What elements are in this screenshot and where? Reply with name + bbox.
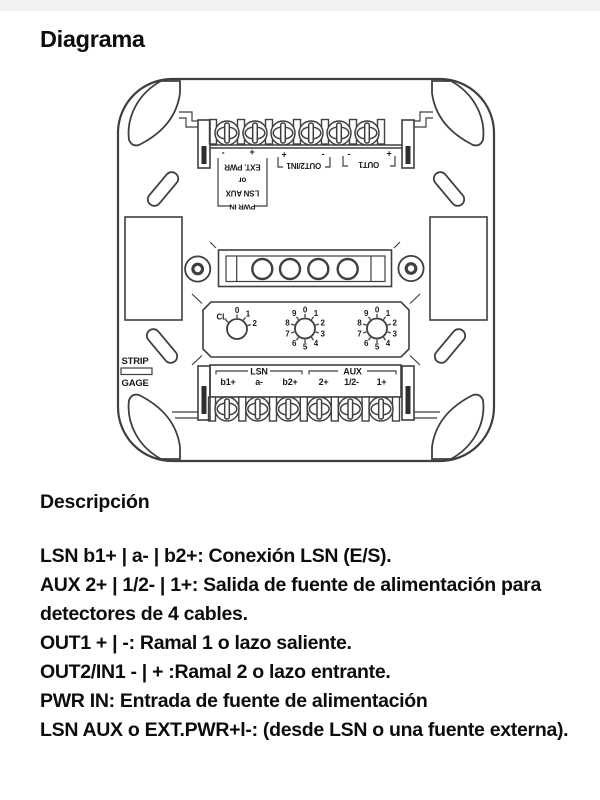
rotary-switch [285, 306, 325, 352]
led-window [185, 242, 424, 287]
gage-label: GAGE [121, 378, 149, 389]
rotary-digit: 3 [392, 329, 397, 339]
screw-terminal [338, 397, 362, 421]
corner-piece-top-right [432, 81, 483, 145]
screw-terminal [327, 121, 351, 145]
rotary-switch-panel [192, 294, 420, 365]
rotary-digit: 9 [364, 309, 369, 319]
strip-label: STRIP [121, 356, 149, 367]
terminal-b1plus: b1+ [220, 377, 236, 387]
rotary-digit: 9 [292, 309, 297, 319]
description-line: LSN b1+ | a- | b2+: Conexión LSN (E/S). [40, 545, 392, 567]
terminal-b2plus: b2+ [282, 377, 298, 387]
label-lsn-aux: LSN AUX [225, 188, 260, 198]
page-title: Diagrama [40, 26, 145, 52]
sign-minus: - [221, 147, 225, 158]
rotary-digit: 7 [357, 329, 362, 339]
screw-terminal [276, 397, 300, 421]
rotary-digit: 0 [302, 305, 308, 315]
label-ext-pwr: EXT. PWR [224, 162, 261, 172]
screw-terminal [369, 397, 393, 421]
mounting-screw-right [398, 256, 423, 281]
rotary-digit: 7 [285, 329, 290, 339]
label-out2-in1: OUT2/IN1 [286, 161, 322, 170]
led-indicator [338, 259, 358, 279]
rotary-digit: 8 [357, 318, 362, 328]
label-aux-group: AUX [343, 366, 362, 377]
label-pwr-in: PWR IN [229, 202, 256, 212]
rotary-digit: 5 [374, 342, 380, 352]
description-line: OUT1 + | -: Ramal 1 o lazo saliente. [40, 632, 352, 654]
module-diagram [85, 62, 515, 475]
rotary-digit: 0 [374, 305, 380, 315]
terminal-2plus: 2+ [318, 377, 329, 387]
mounting-slot [145, 170, 181, 209]
rotary-digit: 8 [285, 318, 290, 328]
rotary-switch-label: CL [216, 312, 227, 322]
screw-terminal [299, 121, 323, 145]
strip-gage-marking [121, 356, 152, 389]
mounting-screw-left [185, 256, 210, 281]
rotary-switch [357, 306, 397, 352]
label-lsn-group: LSN [250, 366, 268, 377]
screw-terminal [246, 397, 270, 421]
terminal-aminus: a- [255, 377, 263, 387]
label-out1: OUT1 [358, 160, 380, 169]
sign-minus: - [347, 149, 351, 159]
description-text [40, 542, 590, 745]
mounting-slot [144, 327, 180, 366]
led-indicator [252, 259, 272, 279]
screw-terminal [355, 121, 379, 145]
screw-terminal [271, 121, 295, 145]
terminal-1plus: 1+ [376, 377, 387, 387]
description-heading: Descripción [40, 491, 150, 513]
bottom-terminal-block [172, 365, 440, 421]
screw-terminal [215, 121, 239, 145]
side-panel-left [125, 217, 182, 320]
rotary-digit: 5 [302, 342, 308, 352]
rotary-digit: 1 [245, 309, 250, 319]
rotary-digit: 6 [364, 338, 369, 348]
sign-plus: + [281, 149, 287, 160]
label-or: or [238, 175, 247, 185]
rotary-digit: 1 [313, 309, 318, 319]
rotary-digit: 2 [320, 318, 325, 328]
sign-plus: + [249, 147, 255, 157]
description-line: detectores de 4 cables. [40, 603, 248, 625]
mounting-slot [432, 327, 468, 366]
corner-piece-top-left [129, 81, 180, 145]
terminal-12minus: 1/2- [344, 377, 359, 387]
screw-terminal [243, 121, 267, 145]
side-panel-right [430, 217, 487, 320]
description-line: LSN AUX o EXT.PWR+l-: (desde LSN o una fuente externa). [40, 719, 569, 741]
screw-terminal [307, 397, 331, 421]
description-line: PWR IN: Entrada de fuente de alimentación [40, 690, 428, 712]
rotary-digit: 4 [385, 338, 390, 348]
mounting-slot [431, 170, 467, 209]
description-line: AUX 2+ | 1/2- | 1+: Salida de fuente de alimentación para [40, 574, 541, 596]
sign-minus: - [321, 149, 325, 159]
rotary-digit: 3 [320, 329, 325, 339]
corner-piece-bottom-left [129, 395, 180, 459]
rotary-digit: 4 [313, 338, 318, 348]
led-indicator [280, 259, 300, 279]
rotary-digit: 2 [252, 318, 257, 328]
rotary-digit: 0 [234, 306, 240, 315]
rotary-digit: 2 [392, 318, 397, 328]
led-indicator [308, 259, 328, 279]
top-gray-bar [0, 0, 600, 11]
corner-piece-bottom-right [432, 395, 483, 459]
rotary-switch [217, 306, 258, 339]
rotary-digit: 1 [385, 309, 390, 319]
description-line: OUT2/IN1 - | + :Ramal 2 o lazo entrante. [40, 661, 391, 683]
sign-plus: + [386, 148, 392, 159]
screw-terminal [215, 397, 239, 421]
top-terminal-labels [218, 147, 395, 212]
rotary-digit: 6 [292, 338, 297, 348]
